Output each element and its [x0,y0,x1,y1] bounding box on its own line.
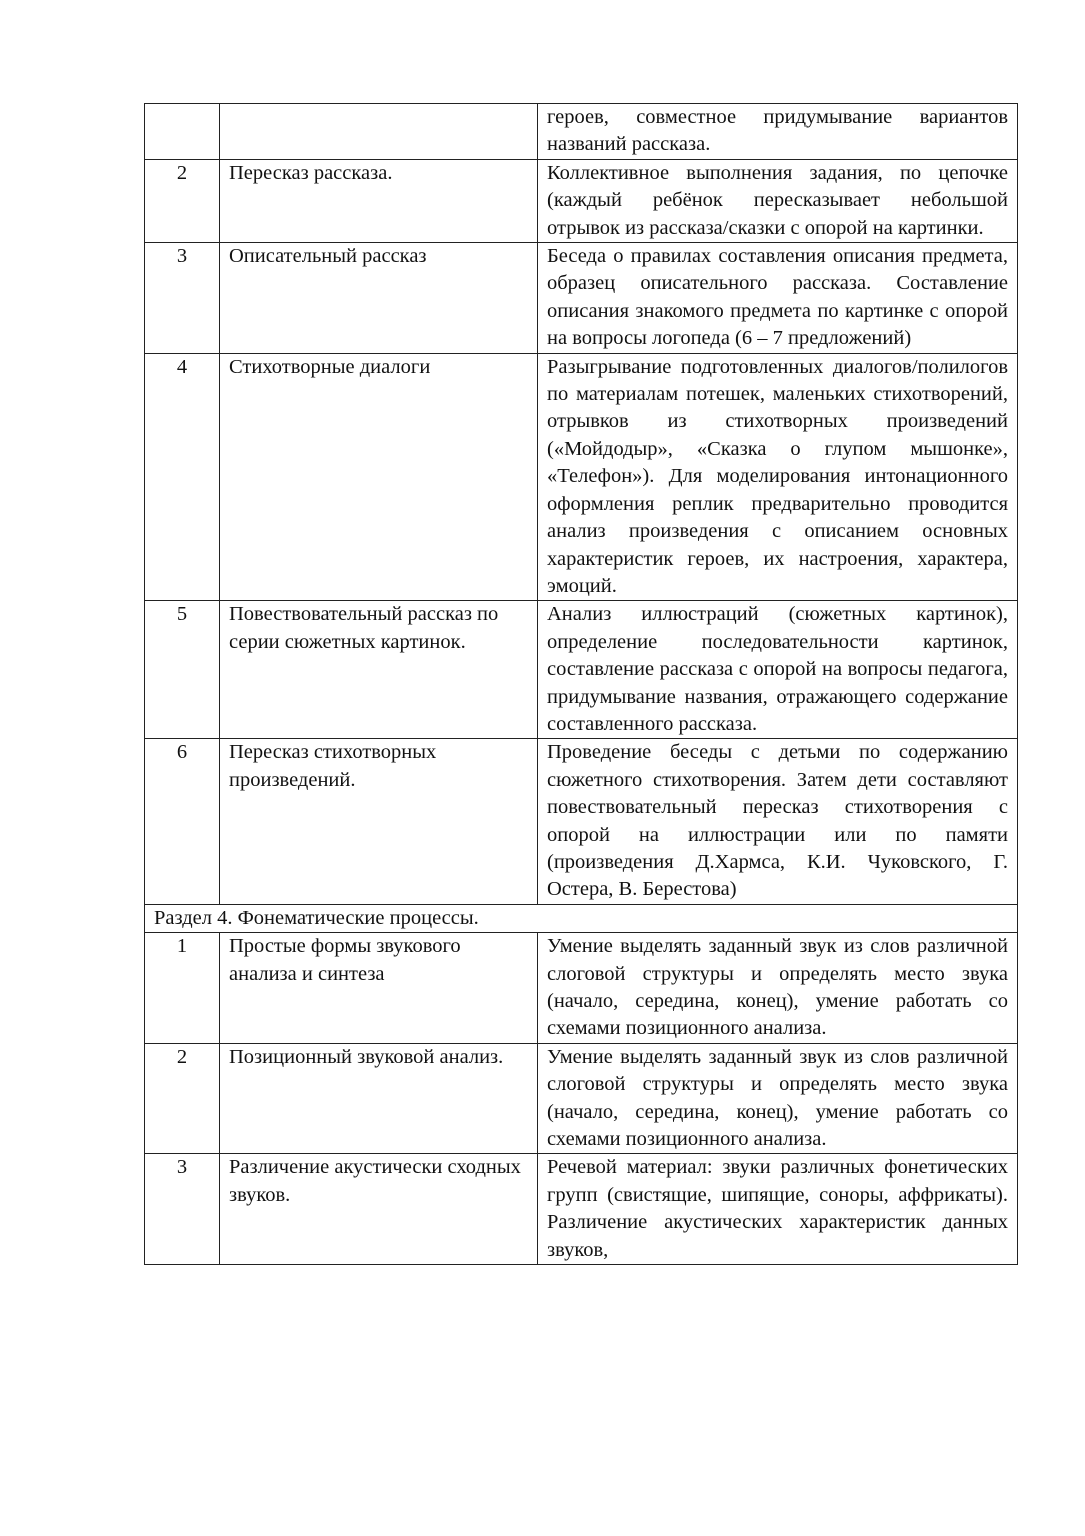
row-number: 1 [145,933,220,1044]
row-description: Разыгрывание подготовленных диалогов/полилогов по материалам потешек, маленьких стихотворений, отрывков из стихотворных произведений («Мойдодыр», «Сказка о глупом мышонке», «Телефон»). Для моделирования интонационного оформления реплик предварительно проводится анализ произведения с описанием основных характеристик героев, их настроения, характера, эмоций. [538,353,1018,601]
row-topic [220,104,538,160]
table-row [145,353,1018,601]
row-topic: Повествовательный рассказ по серии сюжетных картинок. [220,601,538,739]
row-topic: Описательный рассказ [220,243,538,354]
row-description: Коллективное выполнения задания, по цепочке (каждый ребёнок пересказывает небольшой отрывок из рассказа/сказки с опорой на картинки. [538,159,1018,242]
row-number: 3 [145,1154,220,1265]
lesson-plan-table [144,103,1018,1265]
table-row [145,601,1018,739]
section-title: Раздел 4. Фонематические процессы. [145,904,1018,932]
table-row [145,739,1018,904]
row-description: Беседа о правилах составления описания предмета, образец описательного рассказа. Составление описания знакомого предмета по картинке с опорой на вопросы логопеда (6 – 7 предложений) [538,243,1018,354]
row-number [145,104,220,160]
table-row [145,243,1018,354]
table-row [145,1043,1018,1154]
row-number: 5 [145,601,220,739]
row-number: 6 [145,739,220,904]
table-row [145,104,1018,160]
row-number: 2 [145,159,220,242]
row-description: Речевой материал: звуки различных фонетических групп (свистящие, шипящие, соноры, аффрикаты). Различение акустических характеристик данных звуков, [538,1154,1018,1265]
section-row [145,904,1018,932]
row-description: героев, совместное придумывание вариантов названий рассказа. [538,104,1018,160]
table-row [145,1154,1018,1265]
row-topic: Пересказ рассказа. [220,159,538,242]
row-description: Проведение беседы с детьми по содержанию сюжетного стихотворения. Затем дети составляют повествовательный пересказ стихотворения с опорой на иллюстрации или по памяти (произведения Д.Хармса, К.И. Чуковского, Г. Остера, В. Берестова) [538,739,1018,904]
row-topic: Простые формы звукового анализа и синтеза [220,933,538,1044]
row-topic: Пересказ стихотворных произведений. [220,739,538,904]
row-description: Анализ иллюстраций (сюжетных картинок), определение последовательности картинок, составление рассказа с опорой на вопросы педагога, придумывание названия, отражающего содержание составленного рассказа. [538,601,1018,739]
row-number: 2 [145,1043,220,1154]
row-number: 3 [145,243,220,354]
row-description: Умение выделять заданный звук из слов различной слоговой структуры и определять место звука (начало, середина, конец), умение работать со схемами позиционного анализа. [538,933,1018,1044]
row-topic: Стихотворные диалоги [220,353,538,601]
row-number: 4 [145,353,220,601]
row-description: Умение выделять заданный звук из слов различной слоговой структуры и определять место звука (начало, середина, конец), умение работать со схемами позиционного анализа. [538,1043,1018,1154]
row-topic: Различение акустически сходных звуков. [220,1154,538,1265]
table-row [145,933,1018,1044]
row-topic: Позиционный звуковой анализ. [220,1043,538,1154]
table-row [145,159,1018,242]
